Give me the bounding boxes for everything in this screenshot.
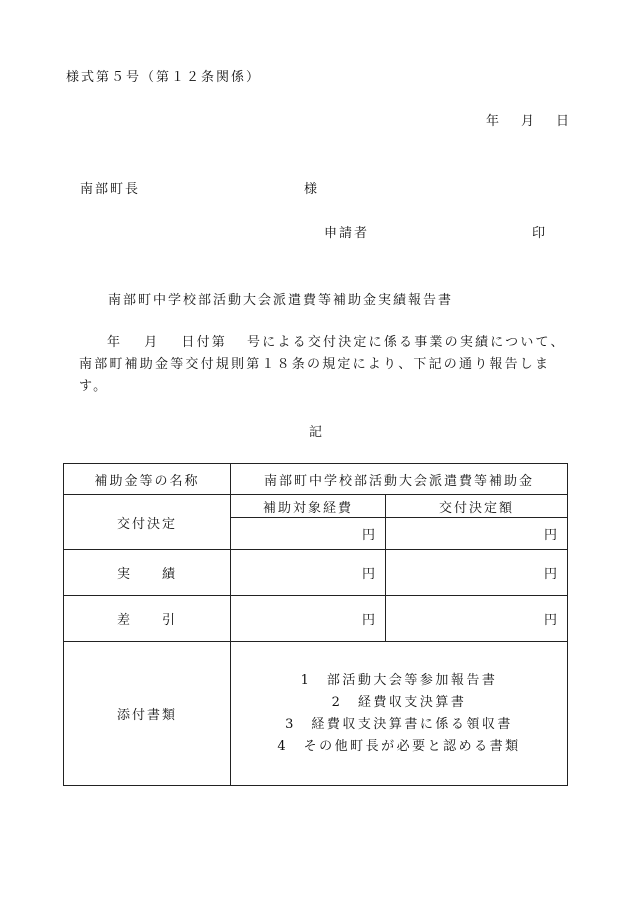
decision-amount-yen: 円 — [386, 518, 568, 550]
list-item: 1 部活動大会等参加報告書 — [300, 672, 498, 688]
recipient: 南部町長 — [80, 182, 141, 197]
actual-expense-yen: 円 — [231, 550, 386, 596]
diff-label: 差 引 — [64, 596, 231, 642]
decision-expense-yen: 円 — [231, 518, 386, 550]
list-item: 4 その他町長が必要と認める書類 — [277, 738, 521, 754]
diff-expense-yen: 円 — [231, 596, 386, 642]
col-expense-header: 補助対象経費 — [231, 495, 386, 518]
seal-mark: 印 — [532, 226, 548, 241]
date-line — [486, 110, 569, 129]
applicant-label: 申請者 — [324, 226, 370, 241]
form-number: 様式第５号（第１２条関係） — [66, 70, 262, 85]
name-value: 南部町中学校部活動大会派遣費等補助金 — [231, 464, 568, 495]
table-row — [64, 550, 568, 596]
report-table — [63, 463, 568, 786]
body-year: 年 — [107, 335, 123, 350]
body-paragraph — [79, 332, 569, 398]
attachments-label: 添付書類 — [64, 642, 231, 786]
table-row — [64, 464, 568, 495]
body-text: 号による交付決定に係る事業の実績について、南部町補助金等交付規則第１８条の規定により、下記の通り報告します。 — [79, 335, 566, 394]
list-item: 2 経費収支決算書 — [331, 694, 467, 710]
decision-label: 交付決定 — [64, 495, 231, 550]
actual-label: 実 績 — [64, 550, 231, 596]
name-label: 補助金等の名称 — [64, 464, 231, 495]
date-month: 月 — [521, 114, 535, 129]
col-amount-header: 交付決定額 — [386, 495, 568, 518]
list-item: 3 経費収支決算書に係る領収書 — [285, 716, 513, 732]
body-month: 月 — [144, 335, 160, 350]
diff-amount-yen: 円 — [386, 596, 568, 642]
actual-amount-yen: 円 — [386, 550, 568, 596]
body-date-no: 日付第 — [181, 335, 228, 350]
table-row — [64, 495, 568, 518]
ki-heading: 記 — [309, 425, 325, 440]
attachments-list — [231, 642, 568, 786]
table-row — [64, 642, 568, 786]
honorific: 様 — [304, 182, 320, 197]
table-row — [64, 596, 568, 642]
date-year: 年 — [486, 114, 500, 129]
date-day: 日 — [556, 114, 570, 129]
document-title: 南部町中学校部活動大会派遣費等補助金実績報告書 — [108, 293, 454, 308]
